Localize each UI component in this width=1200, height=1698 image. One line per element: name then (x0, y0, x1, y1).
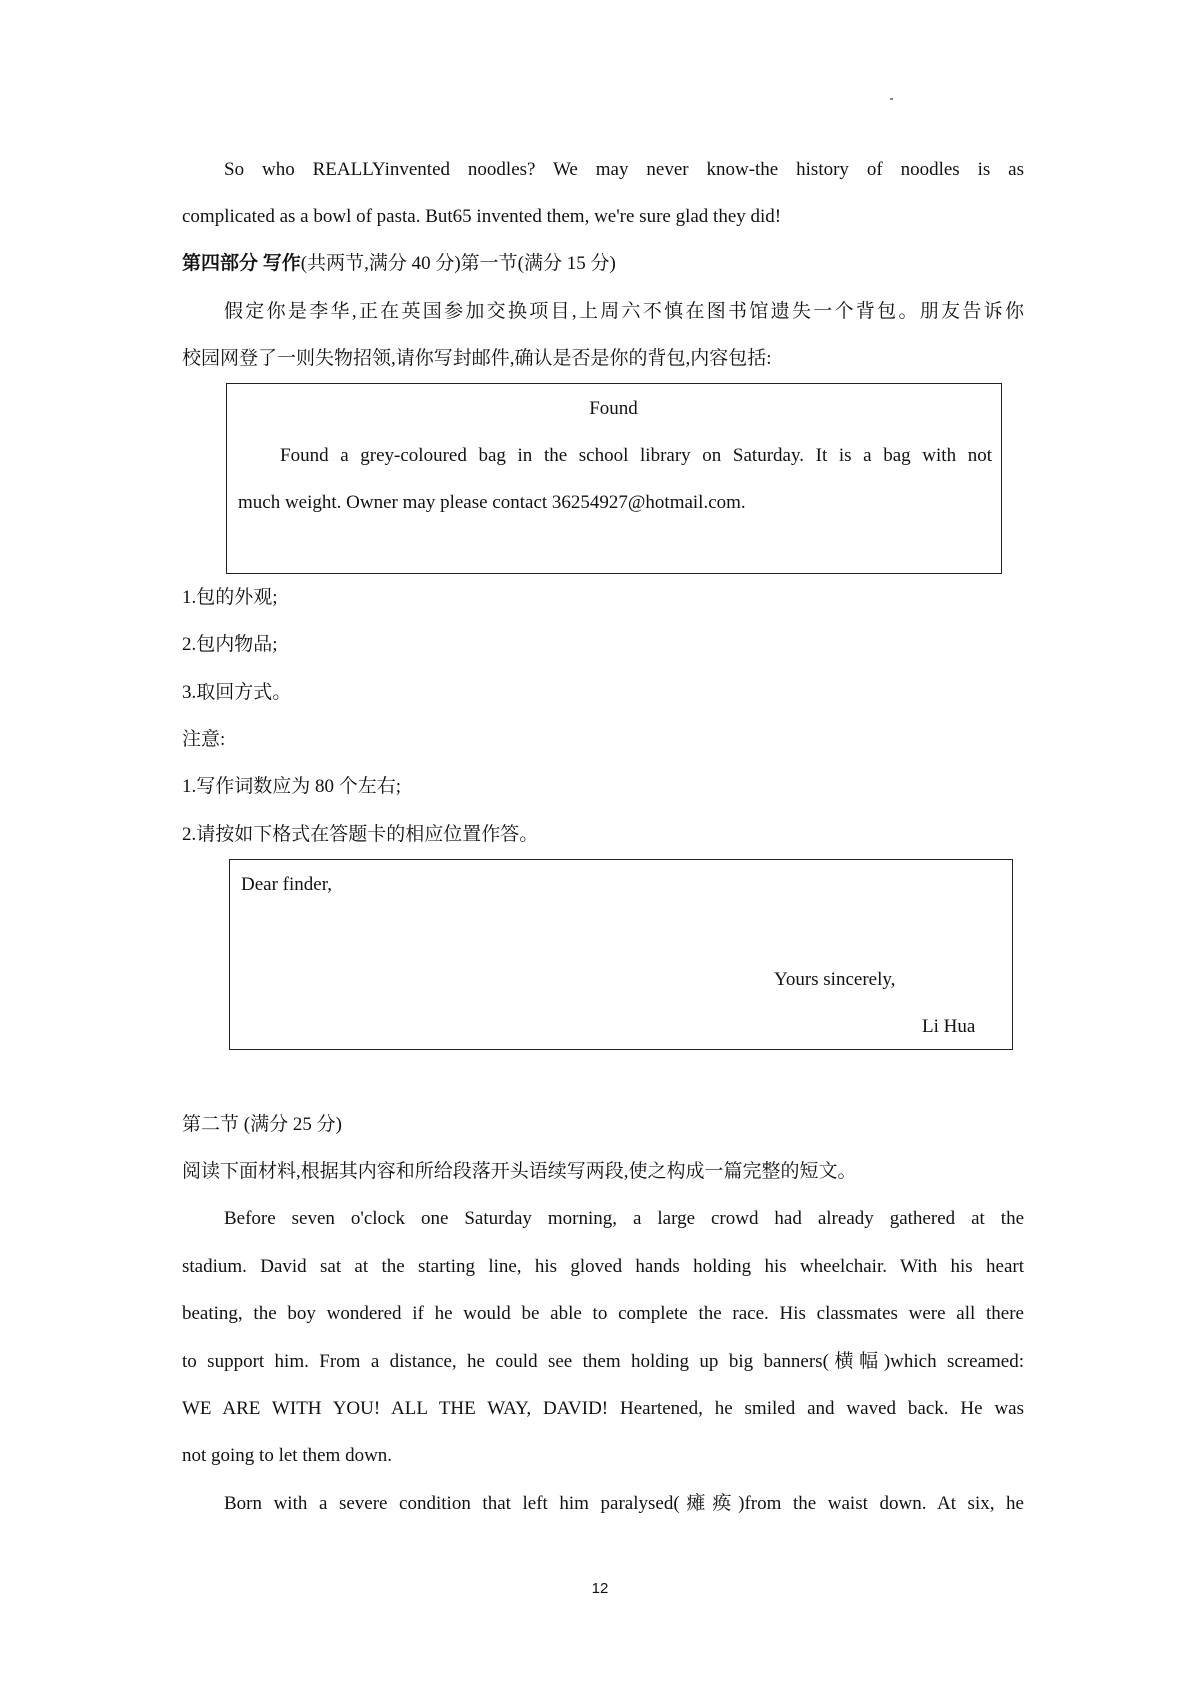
story-para1-line-5: WE ARE WITH YOU! ALL THE WAY, DAVID! Heartened, he smiled and waved back. He was (182, 1398, 1024, 1419)
writing-heading (182, 251, 1024, 277)
writing-heading-bold: 第四部分 写作 (182, 253, 301, 274)
point-2: 2.包内物品; (182, 634, 278, 655)
writing-heading-rest: (共两节,满分 40 分)第一节(满分 15 分) (300, 253, 616, 274)
story-para2-line-1: Born with a severe condition that left him paralysed(瘫痪)from the waist down. At six, he (224, 1493, 1024, 1514)
story-para1-line-6: not going to let them down. (182, 1445, 393, 1466)
passage-end-line-2: complicated as a bowl of pasta. But65 invented them, we're sure glad they did! (182, 206, 782, 227)
story-para1-line-2: stadium. David sat at the starting line, his gloved hands holding his wheelchair. With his heart (182, 1256, 1024, 1277)
page-number: 12 (591, 1580, 609, 1597)
story-para1-line-3: beating, the boy wondered if he would be able to complete the race. His classmates were all there (182, 1303, 1024, 1324)
writing-prompt-line-2: 校园网登了一则失物招领,请你写封邮件,确认是否是你的背包,内容包括: (182, 348, 772, 369)
found-notice-box (226, 383, 1002, 574)
point-3: 3.取回方式。 (182, 682, 292, 703)
story-para1-line-1: Before seven o'clock one Saturday morning, a large crowd had already gathered at the (224, 1208, 1024, 1229)
found-notice-line-1: Found a grey-coloured bag in the school library on Saturday. It is a bag with not (280, 445, 992, 466)
found-notice-line-2: much weight. Owner may please contact 36254927@hotmail.com. (238, 492, 746, 513)
letter-format-box (229, 859, 1013, 1050)
letter-signature: Li Hua (922, 1016, 976, 1037)
writing-prompt-line-1: 假定你是李华,正在英国参加交换项目,上周六不慎在图书馆遗失一个背包。朋友告诉你 (224, 301, 1024, 322)
scan-mark (890, 98, 893, 100)
section-two-instruction: 阅读下面材料,根据其内容和所给段落开头语续写两段,使之构成一篇完整的短文。 (182, 1161, 857, 1182)
passage-end-line-1: So who REALLYinvented noodles? We may never know-the history of noodles is as (224, 159, 1024, 180)
note-label: 注意: (182, 729, 226, 750)
story-para1-line-4: to support him. From a distance, he could see them holding up big banners(横幅)which screamed: (182, 1351, 1024, 1372)
section-two-heading: 第二节 (满分 25 分) (182, 1114, 342, 1135)
found-notice-title: Found (589, 398, 638, 419)
letter-greeting: Dear finder, (241, 874, 333, 895)
point-1: 1.包的外观; (182, 587, 278, 608)
note-2: 2.请按如下格式在答题卡的相应位置作答。 (182, 824, 539, 845)
letter-closing: Yours sincerely, (774, 969, 896, 990)
note-1: 1.写作词数应为 80 个左右; (182, 776, 402, 797)
